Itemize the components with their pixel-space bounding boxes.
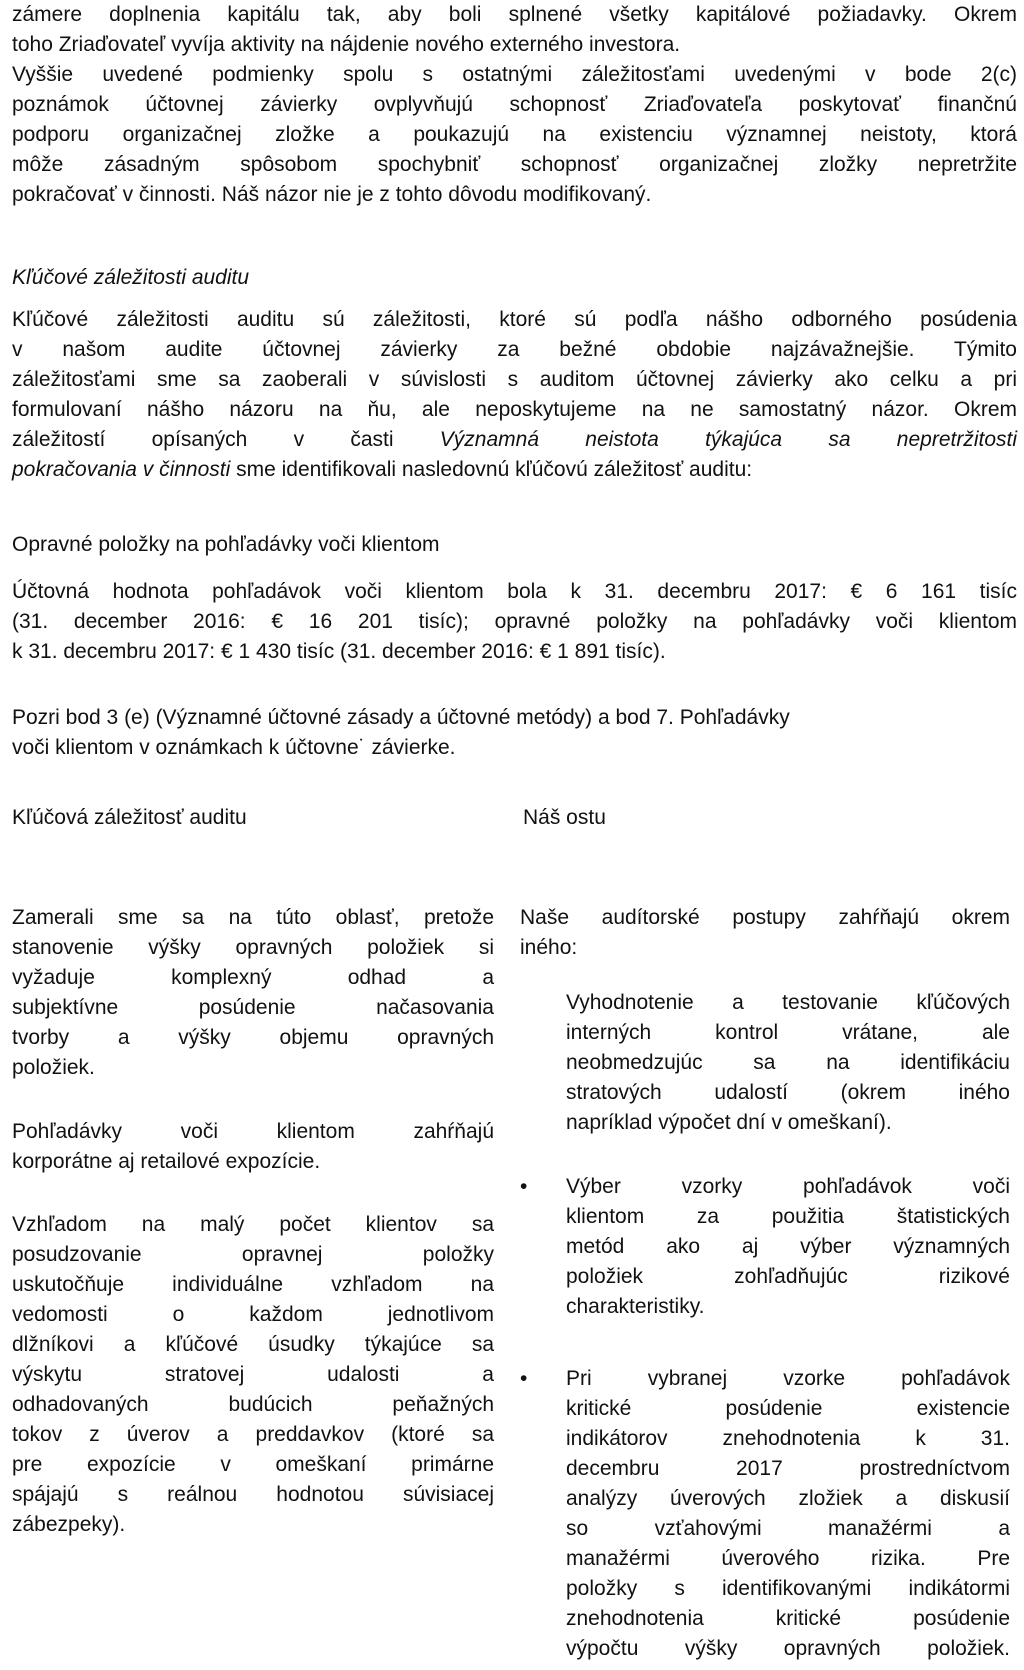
text-line: Výber vzorky pohľadávok voči	[566, 1175, 1010, 1198]
text-line: môže zásadným spôsobom spochybniť schopnosť organizačnej zložky nepretržite	[12, 153, 1017, 176]
text-line: Pohľadávky voči klientom zahŕňajú	[12, 1120, 494, 1143]
audit-procedure-text	[566, 1172, 1010, 1322]
text-line	[12, 425, 1017, 455]
text-line: Vyššie uvedené podmienky spolu s ostatnými záležitosťami uvedenými v bode 2(c)	[12, 63, 1017, 86]
kam-heading	[12, 263, 1017, 293]
kam-description-para	[12, 903, 494, 1083]
text-line: stratových udalostí (okrem iného	[566, 1081, 1010, 1104]
text-line: zábezpeky).	[12, 1513, 126, 1536]
text-line: voči klientom v oznámkach k účtovne˙ závierke.	[12, 736, 456, 759]
text-line: posudzovanie opravnej položky	[12, 1243, 494, 1266]
kam-description-para	[12, 1210, 494, 1540]
text-line: napríklad výpočet dní v omeškaní).	[566, 1111, 892, 1134]
text-line: Účtovná hodnota pohľadávok voči klientom bola k 31. decembru 2017: € 6 161 tisíc	[12, 580, 1017, 603]
text-line: iného:	[520, 936, 578, 959]
text-line: výskytu stratovej udalosti a	[12, 1363, 494, 1386]
section-title-text: Opravné položky na pohľadávky voči klientom	[12, 533, 440, 556]
text-line: podporu organizačnej zložke a poukazujú na existenciu významnej neistoty, ktorá	[12, 123, 1017, 146]
text-line: znehodnotenia kritické posúdenie	[566, 1607, 1010, 1630]
text-line: položky s identifikovanými indikátormi	[566, 1577, 1010, 1600]
audit-procedure-text	[566, 1364, 1010, 1664]
kam-paragraph	[12, 305, 1017, 485]
text-line: so vzťahovými manažérmi a	[566, 1517, 1010, 1540]
text-line: tokov z úverov a preddavkov (ktoré sa	[12, 1423, 494, 1446]
text-line: stanovenie výšky opravných položiek si	[12, 936, 494, 959]
table-header-left	[12, 803, 492, 833]
text-line: analýzy úverových zložiek a diskusií	[566, 1487, 1010, 1510]
amounts-paragraph	[12, 577, 1017, 667]
text-line: Vzhľadom na malý počet klientov sa	[12, 1213, 494, 1236]
text-line: vedomosti o každom jednotlivom	[12, 1303, 494, 1326]
text-line: zámere doplnenia kapitálu tak, aby boli splnené všetky kapitálové požiadavky. Okrem	[12, 3, 1017, 26]
text-line: záležitosťami sme sa zaoberali v súvislosti s auditom účtovnej závierky ako celku a pri	[12, 368, 1017, 391]
kam-description-para	[12, 1117, 494, 1177]
section-reference-italic: pokračovania v činnosti	[12, 458, 231, 481]
text-line: neobmedzujúc sa na identifikáciu	[566, 1051, 1010, 1074]
text-line: položiek.	[12, 1056, 95, 1079]
section-title	[12, 530, 1017, 560]
text-line: odhadovaných budúcich peňažných	[12, 1393, 494, 1416]
text-line: Kľúčové záležitosti auditu sú záležitosti, ktoré sú podľa nášho odborného posúdenia	[12, 308, 1017, 331]
text-line: dlžníkovi a kľúčové úsudky týkajúce sa	[12, 1333, 494, 1356]
kam-description-column	[12, 903, 494, 1540]
text-line: v našom audite účtovnej závierky za bežné obdobie najzávažnejšie. Týmito	[12, 338, 1017, 361]
text-line: Vyhodnotenie a testovanie kľúčových	[566, 991, 1010, 1014]
text-line: k 31. decembru 2017: € 1 430 tisíc (31. december 2016: € 1 891 tisíc).	[12, 640, 666, 663]
text-line: pokračovať v činnosti. Náš názor nie je z tohto dôvodu modifikovaný.	[12, 183, 652, 206]
text-line: formulovaní nášho názoru na ňu, ale neposkytujeme na ne samostatný názor. Okrem	[12, 398, 1017, 421]
text-line: Zamerali sme sa na túto oblasť, pretože	[12, 906, 494, 929]
going-concern-paragraph	[12, 0, 1017, 210]
text-segment: záležitostí opísaných v časti	[12, 428, 440, 451]
text-line: charakteristiky.	[566, 1295, 705, 1318]
table-header-text: Kľúčová záležitosť auditu	[12, 806, 247, 829]
text-line: pre expozície v omeškaní primárne	[12, 1453, 494, 1476]
table-header-right	[523, 803, 1013, 833]
text-line: (31. december 2016: € 16 201 tisíc); opravné položky na pohľadávky voči klientom	[12, 610, 1017, 633]
text-line: spájajú s reálnou hodnotou súvisiacej	[12, 1483, 494, 1506]
text-line: Naše audítorské postupy zahŕňajú okrem	[520, 906, 1010, 929]
text-line	[12, 455, 1017, 485]
table-header-text: Náš ostu	[523, 806, 606, 829]
text-line: interných kontrol vrátane, ale	[566, 1021, 1010, 1044]
text-line: korporátne aj retailové expozície.	[12, 1150, 321, 1173]
text-line: vyžaduje komplexný odhad a	[12, 966, 494, 989]
text-line: poznámok účtovnej závierky ovplyvňujú schopnosť Zriaďovateľa poskytovať finančnú	[12, 93, 1017, 116]
text-line: kritické posúdenie existencie	[566, 1397, 1010, 1420]
text-line: klientom za použitia štatistických	[566, 1205, 1010, 1228]
text-line: indikátorov znehodnotenia k 31.	[566, 1427, 1010, 1450]
text-line: toho Zriaďovateľ vyvíja aktivity na nájdenie nového externého investora.	[12, 33, 681, 56]
text-line: decembru 2017 prostredníctvom	[566, 1457, 1010, 1480]
text-line: Pozri bod 3 (e) (Významné účtovné zásady a účtovné metódy) a bod 7. Pohľadávky	[12, 706, 790, 729]
section-reference-italic: Významná neistota týkajúca sa nepretržitosti	[439, 428, 1018, 451]
reference-paragraph	[12, 703, 1017, 763]
text-line: uskutočňuje individuálne vzhľadom na	[12, 1273, 494, 1296]
text-line: subjektívne posúdenie načasovania	[12, 996, 494, 1019]
text-line: manažérmi úverového rizika. Pre	[566, 1547, 1010, 1570]
audit-response-intro	[520, 903, 1010, 963]
audit-procedure-text	[566, 988, 1010, 1138]
bullet-icon: •	[520, 1367, 528, 1390]
text-line: metód ako aj výber významných	[566, 1235, 1010, 1258]
text-line: tvorby a výšky objemu opravných	[12, 1026, 494, 1049]
text-line: Pri vybranej vzorke pohľadávok	[566, 1367, 1010, 1390]
bullet-icon: •	[520, 1175, 528, 1198]
text-line: položiek zohľadňujúc rizikové	[566, 1265, 1010, 1288]
kam-heading-text: Kľúčové záležitosti auditu	[12, 266, 250, 289]
text-line: výpočtu výšky opravných položiek.	[566, 1637, 1010, 1660]
text-segment: sme identifikovali nasledovnú kľúčovú záležitosť auditu:	[230, 458, 753, 481]
